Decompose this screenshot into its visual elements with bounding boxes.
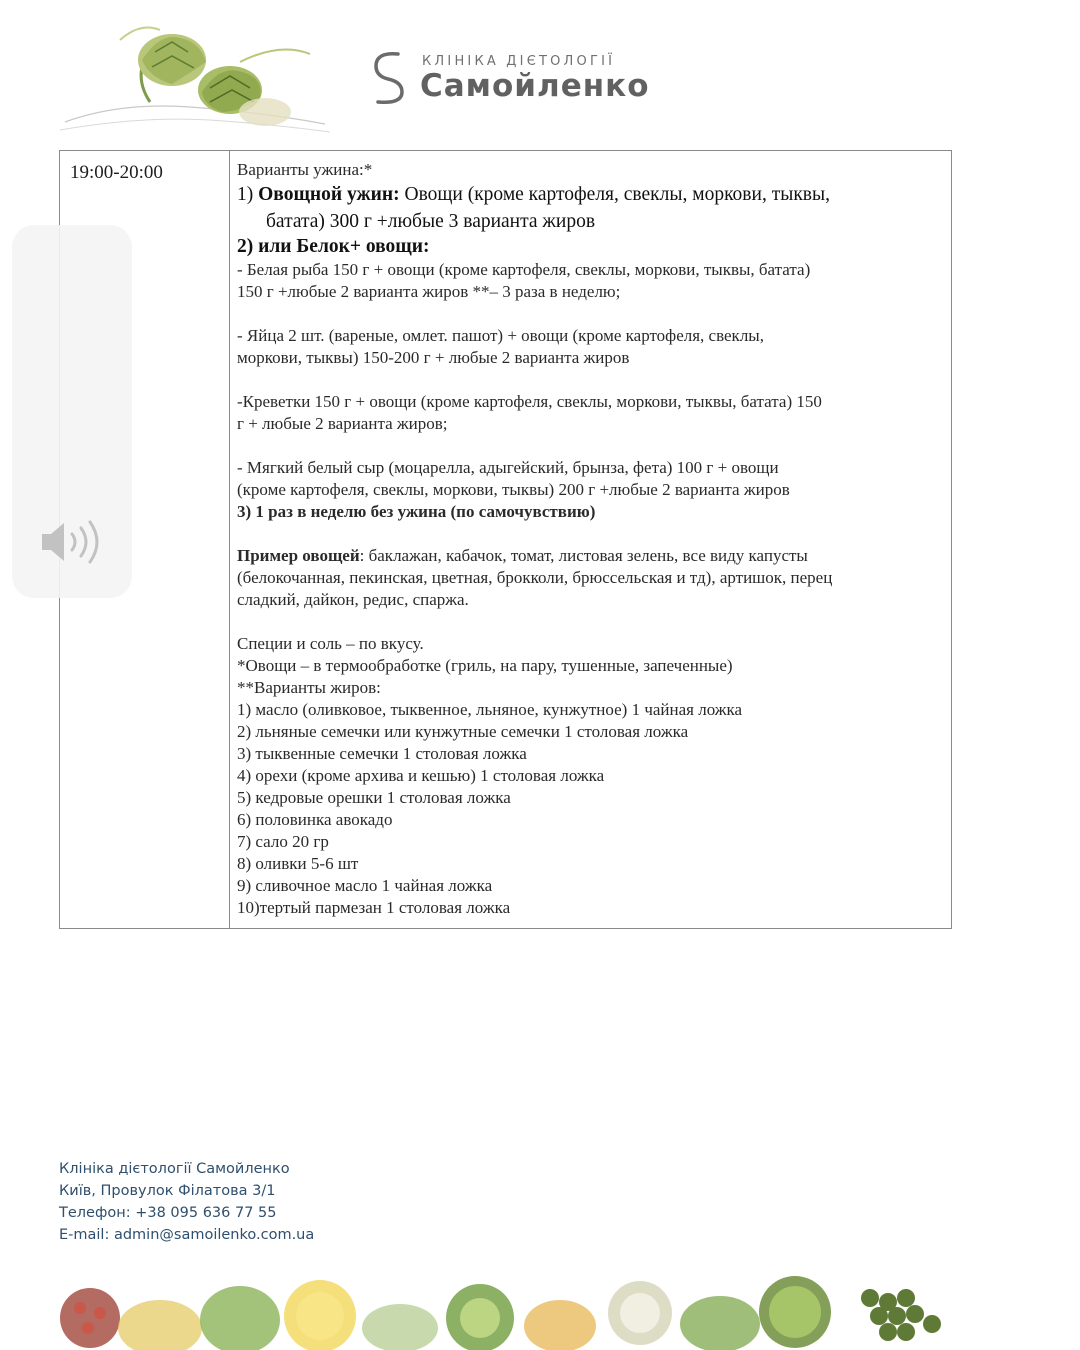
artichoke-illustration-icon xyxy=(60,12,330,147)
fat-item: 5) кедровые орешки 1 столовая ложка xyxy=(237,788,511,807)
veg-text: : баклажан, кабачок, томат, листовая зелень, все виду капусты xyxy=(359,546,808,565)
option-1-line-1: Овощи (кроме картофеля, свеклы, моркови, тыквы, xyxy=(404,184,830,205)
footer-clinic: Клініка дієтології Самойленко xyxy=(59,1161,290,1177)
fat-item: 1) масло (оливковое, тыквенное, льняное, кунжутное) 1 чайная ложка xyxy=(237,700,743,719)
dinner-options-cell xyxy=(237,159,949,919)
logo-subtitle: КЛІНІКА ДІЄТОЛОГІЇ xyxy=(422,54,616,69)
fish-line-2: 150 г +любые 2 варианта жиров **– 3 раза в неделю; xyxy=(237,282,621,301)
fat-item: 8) оливки 5-6 шт xyxy=(237,854,359,873)
cheese-line-2: (кроме картофеля, свеклы, моркови, тыквы) 200 г +любые 2 варианта жиров xyxy=(237,480,790,499)
option-1-line-2: батата) 300 г +любые 3 варианта жиров xyxy=(266,211,596,232)
fat-item: 7) сало 20 гр xyxy=(237,832,329,851)
dinner-heading: Варианты ужина:* xyxy=(237,160,373,179)
logo-name: Самойленко xyxy=(420,68,650,104)
footer-address: Київ, Провулок Філатова 3/1 xyxy=(59,1183,276,1199)
fat-item: 6) половинка авокадо xyxy=(237,810,393,829)
s-logo-icon xyxy=(368,48,410,106)
speaker-volume-icon[interactable] xyxy=(38,517,108,567)
fruits-illustration-icon xyxy=(60,1258,953,1350)
shrimp-line-2: г + любые 2 варианта жиров; xyxy=(237,414,448,433)
fish-line-1: - Белая рыба 150 г + овощи (кроме картофеля, свеклы, моркови, тыквы, батата) xyxy=(237,260,811,279)
fat-item: 10)тертый пармезан 1 столовая ложка xyxy=(237,898,511,917)
option-1-label: Овощной ужин: xyxy=(258,184,400,205)
fat-item: 4) орехи (кроме архива и кешью) 1 столовая ложка xyxy=(237,766,605,785)
veg-cooking-note: *Овощи – в термообработке (гриль, на пару, тушенные, запеченные) xyxy=(237,656,733,675)
spices-note: Специи и соль – по вкусу. xyxy=(237,634,424,653)
fat-item: 9) сливочное масло 1 чайная ложка xyxy=(237,876,493,895)
fat-item: 2) льняные семечки или кунжутные семечки 1 столовая ложка xyxy=(237,722,689,741)
footer-phone[interactable]: Телефон: +38 095 636 77 55 xyxy=(59,1205,277,1221)
veg-line-2: (белокочанная, пекинская, цветная, брокколи, брюссельская и тд), артишок, перец xyxy=(237,568,833,587)
veg-line-3: сладкий, дайкон, редис, спаржа. xyxy=(237,590,469,609)
footer-contacts xyxy=(59,1158,314,1246)
cheese-line-1: - Мягкий белый сыр (моцарелла, адыгейский, брынза, фета) 100 г + овощи xyxy=(237,458,779,477)
option-1: 1) Овощной ужин: Овощи (кроме картофеля, свеклы, моркови, тыквы, xyxy=(237,184,830,205)
veg-line-1 xyxy=(237,545,949,567)
footer-email[interactable]: E-mail: admin@samoilenko.com.ua xyxy=(59,1227,315,1243)
eggs-line-2: моркови, тыквы) 150-200 г + любые 2 варианта жиров xyxy=(237,348,630,367)
table-column-divider xyxy=(229,151,230,928)
fats-heading: **Варианты жиров: xyxy=(237,678,381,697)
fat-item: 3) тыквенные семечки 1 столовая ложка xyxy=(237,744,527,763)
option-2-title: 2) или Белок+ овощи: xyxy=(237,236,430,257)
eggs-line-1: - Яйца 2 шт. (вареные, омлет. пашот) + овощи (кроме картофеля, свеклы, xyxy=(237,326,764,345)
veg-label: Пример овощей xyxy=(237,546,360,565)
shrimp-line-1: -Креветки 150 г + овощи (кроме картофеля, свеклы, моркови, тыквы, батата) 150 xyxy=(237,392,822,411)
time-cell: 19:00-20:00 xyxy=(70,162,163,183)
option-3: 3) 1 раз в неделю без ужина (по самочувствию) xyxy=(237,502,596,521)
meal-plan-table xyxy=(59,150,952,929)
